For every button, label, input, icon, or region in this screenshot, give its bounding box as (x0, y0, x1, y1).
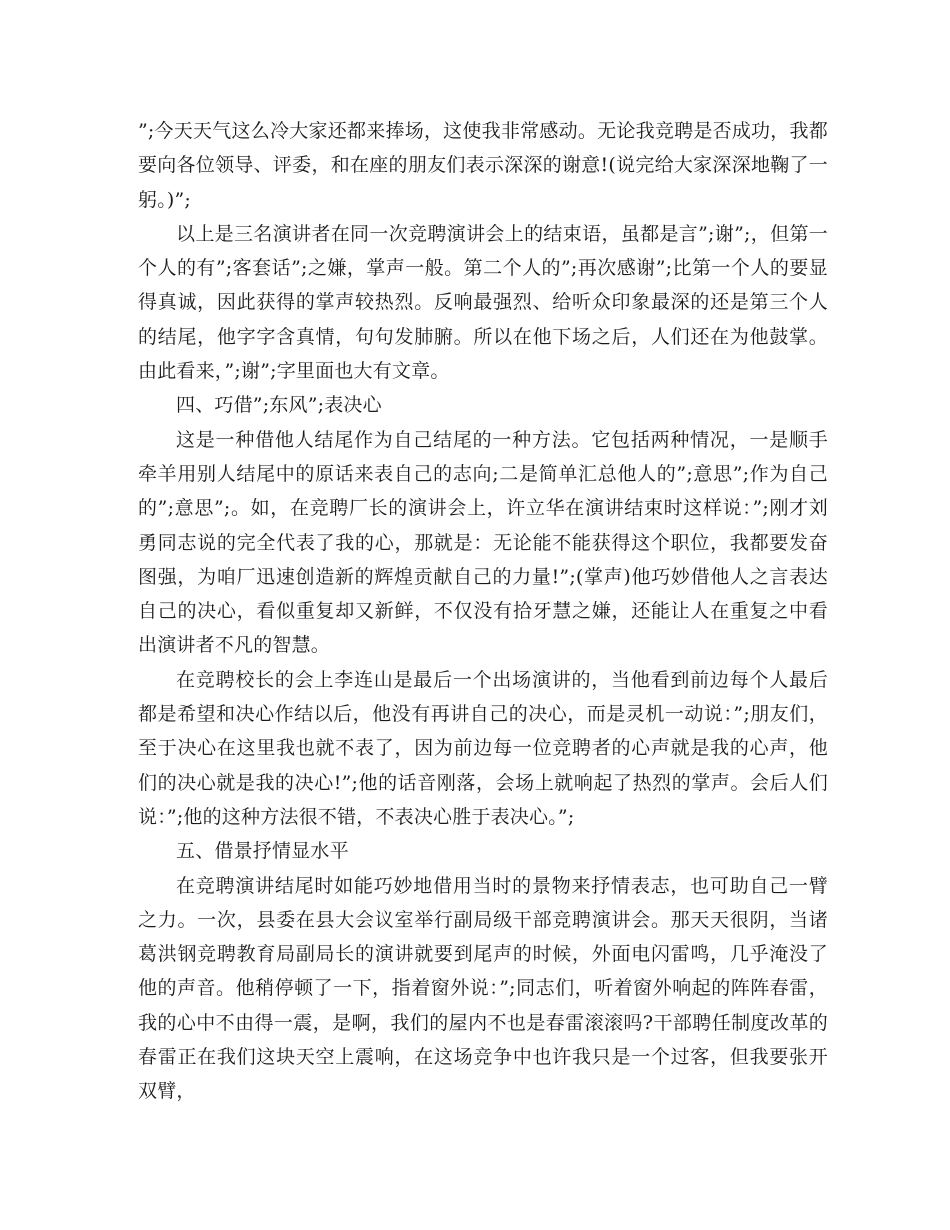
section-heading-5: 五、借景抒情显水平 (176, 840, 349, 863)
paragraph-4: 在竞聘校长的会上李连山是最后一个出场演讲的，当他看到前边每个人最后都是希望和决心作结以后，他没有再讲自己的决心，而是灵机一动说：”;朋友们，至于决心在这里我也就不表了，因为前边每一位竞聘者的心声就是我的心声，他们的决心就是我的决心!”;他的话音刚落，会场上就响起了热烈的掌声。会后人们说：”;他的这种方法很不错，不表决心胜于表决心。”; (138, 668, 828, 828)
section-heading-4: 四、巧借”;东风”;表决心 (176, 394, 382, 417)
paragraph-2: 以上是三名演讲者在同一次竞聘演讲会上的结束语，虽都是言”;谢”;，但第一个人的有”;客套话”;之嫌，掌声一般。第二个人的”;再次感谢”;比第一个人的要显得真诚，因此获得的掌声较热烈。反响最强烈、给听众印象最深的还是第三个人的结尾，他字字含真情，句句发肺腑。所以在他下场之后，人们还在为他鼓掌。由此看来，”;谢”;字里面也大有文章。 (138, 222, 828, 383)
paragraph-3: 这是一种借他人结尾作为自己结尾的一种方法。它包括两种情况，一是顺手牵羊用别人结尾中的原话来表自己的志向;二是简单汇总他人的”;意思”;作为自己的”;意思”;。如，在竞聘厂长的演讲会上，许立华在演讲结束时这样说：”;刚才刘勇同志说的完全代表了我的心，那就是：无论能不能获得这个职位，我都要发奋图强，为咱厂迅速创造新的辉煌贡献自己的力量!”;(掌声)他巧妙借他人之言表达自己的决心，看似重复却又新鲜，不仅没有拾牙慧之嫌，还能让人在重复之中看出演讲者不凡的智慧。 (138, 428, 828, 657)
paragraph-5: 在竞聘演讲结尾时如能巧妙地借用当时的景物来抒情表志，也可助自己一臂之力。一次，县委在县大会议室举行副局级干部竞聘演讲会。那天天很阴，当诸葛洪钢竞聘教育局副局长的演讲就要到尾声的时候，外面电闪雷鸣，几乎淹没了他的声音。他稍停顿了一下，指着窗外说：”;同志们，听着窗外响起的阵阵春雷，我的心中不由得一震，是啊，我们的屋内不也是春雷滚滚吗?干部聘任制度改革的春雷正在我们这块天空上震响，在这场竞争中也许我只是一个过客，但我要张开双臂， (138, 874, 828, 1103)
document-page (138, 114, 828, 1109)
paragraph-1: ”;今天天气这么冷大家还都来捧场，这使我非常感动。无论我竞聘是否成功，我都要向各位领导、评委，和在座的朋友们表示深深的谢意!(说完给大家深深地鞠了一躬。)”; (138, 120, 828, 211)
